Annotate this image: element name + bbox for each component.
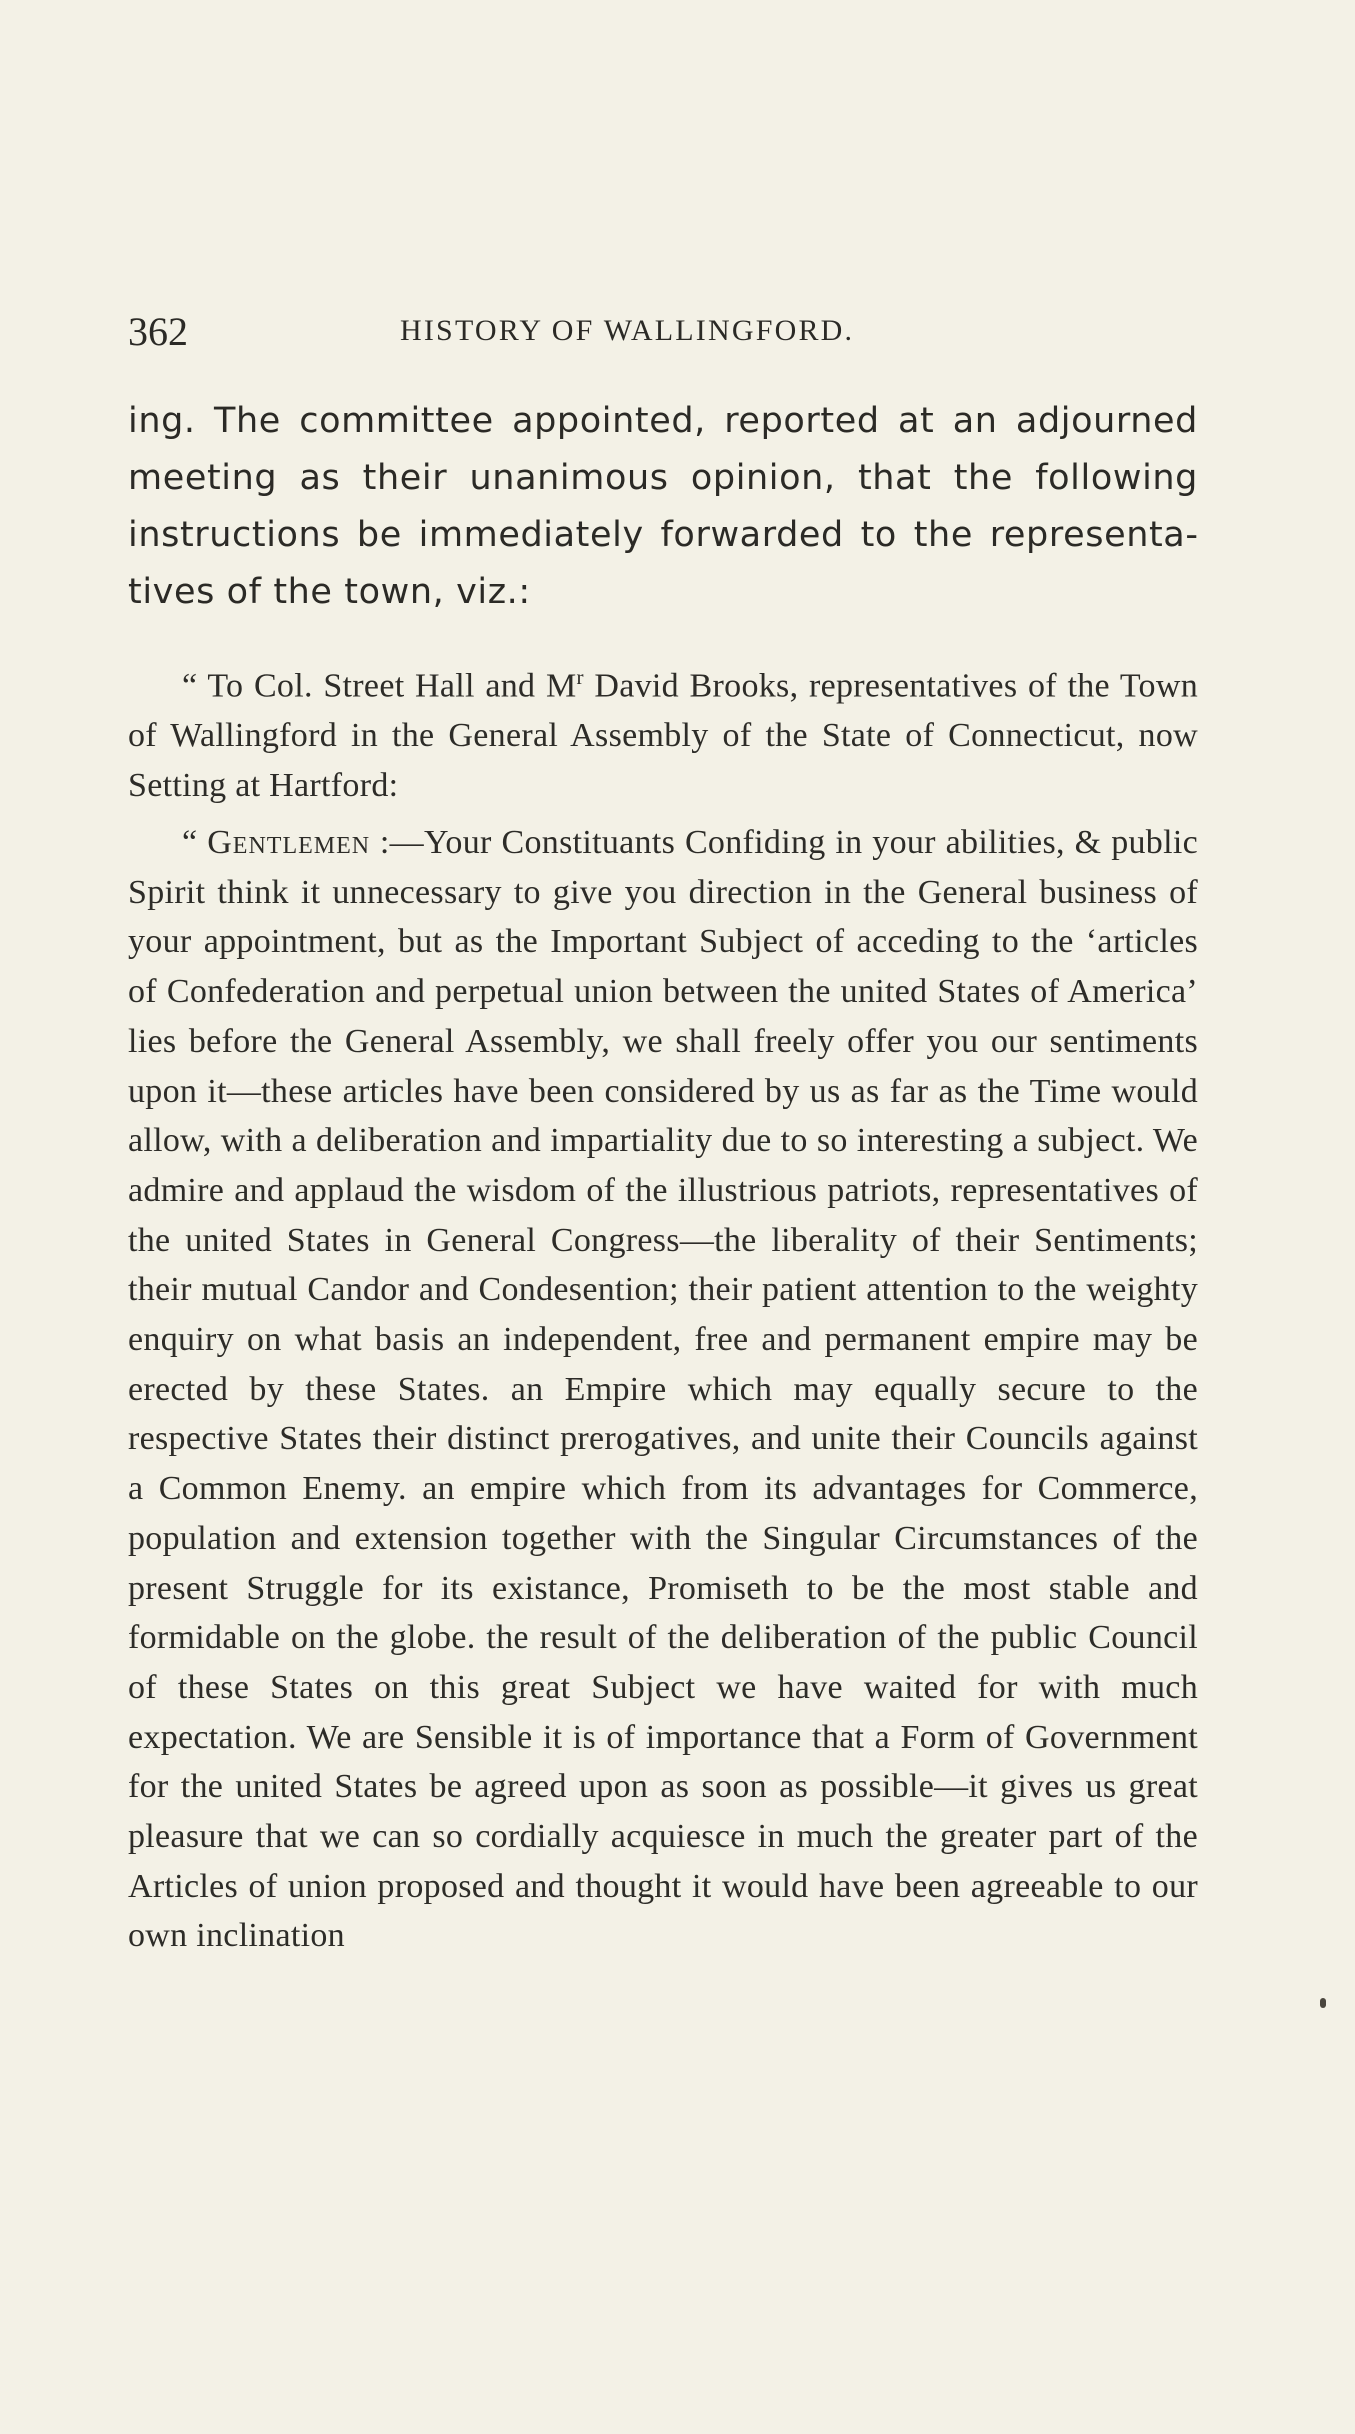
address-paragraph bbox=[128, 653, 1198, 810]
intro-paragraph: ing. The committee appointed, reported at an adjourned meeting as their unanimous opinion, that the following instructions be immediately forwarded to the representatives of the town, viz.: bbox=[128, 401, 1198, 612]
address-superscript: r bbox=[576, 665, 584, 689]
ink-speck bbox=[1320, 1998, 1326, 2008]
address-prefix: “ To Col. Street Hall and M bbox=[182, 667, 577, 705]
page-header bbox=[128, 308, 1198, 368]
running-title: HISTORY OF WALLINGFORD. bbox=[400, 314, 855, 347]
address-rest: David Brooks, representatives of the Town of Wallingford in the General Assembly of the State of Connecticut, now Setting at Hartford: bbox=[128, 667, 1199, 804]
salutation: Gentlemen bbox=[207, 824, 371, 861]
page-number: 362 bbox=[128, 309, 188, 354]
salutation-open-quote: “ bbox=[182, 824, 208, 861]
letter-text: :—Your Constituants Confiding in your abilities, & public Spirit think it unnecessary to give you direction in the General business of your appointment, but as the Important Subject of acceding to the ‘articles of Confederation and perpetual union between the united States of America’ lies before the General Assembly, we shall freely offer you our sentiments upon it—these articles have been considered by us as far as the Time would allow, with a deliberation and impartiality due to so interesting a subject. We admire and applaud the wisdom of the illustrious patriots, representatives of the united States in General Congress—the liberality of their Sentiments; their mutual Candor and Condesention; their patient attention to the weighty enquiry on what basis an independent, free and permanent empire may be erected by these States. an Empire which may equally secure to the respective States their distinct prerogatives, and unite their Councils against a Common Enemy. an empire which from its advantages for Commerce, population and extension together with the Singular Circumstances of the present Struggle for its existance, Promiseth to be the most stable and formidable on the globe. the result of the deliberation of the public Council of these States on this great Subject we have waited for with much expectation. We are Sensible it is of importance that a Form of Government for the united States be agreed upon as soon as possible—it gives us great pleasure that we can so cordially acquiesce in much the greater part of the Articles of union proposed and thought it would have been agreeable to our own inclination bbox=[128, 824, 1198, 1955]
letter-paragraph bbox=[128, 818, 1198, 1961]
